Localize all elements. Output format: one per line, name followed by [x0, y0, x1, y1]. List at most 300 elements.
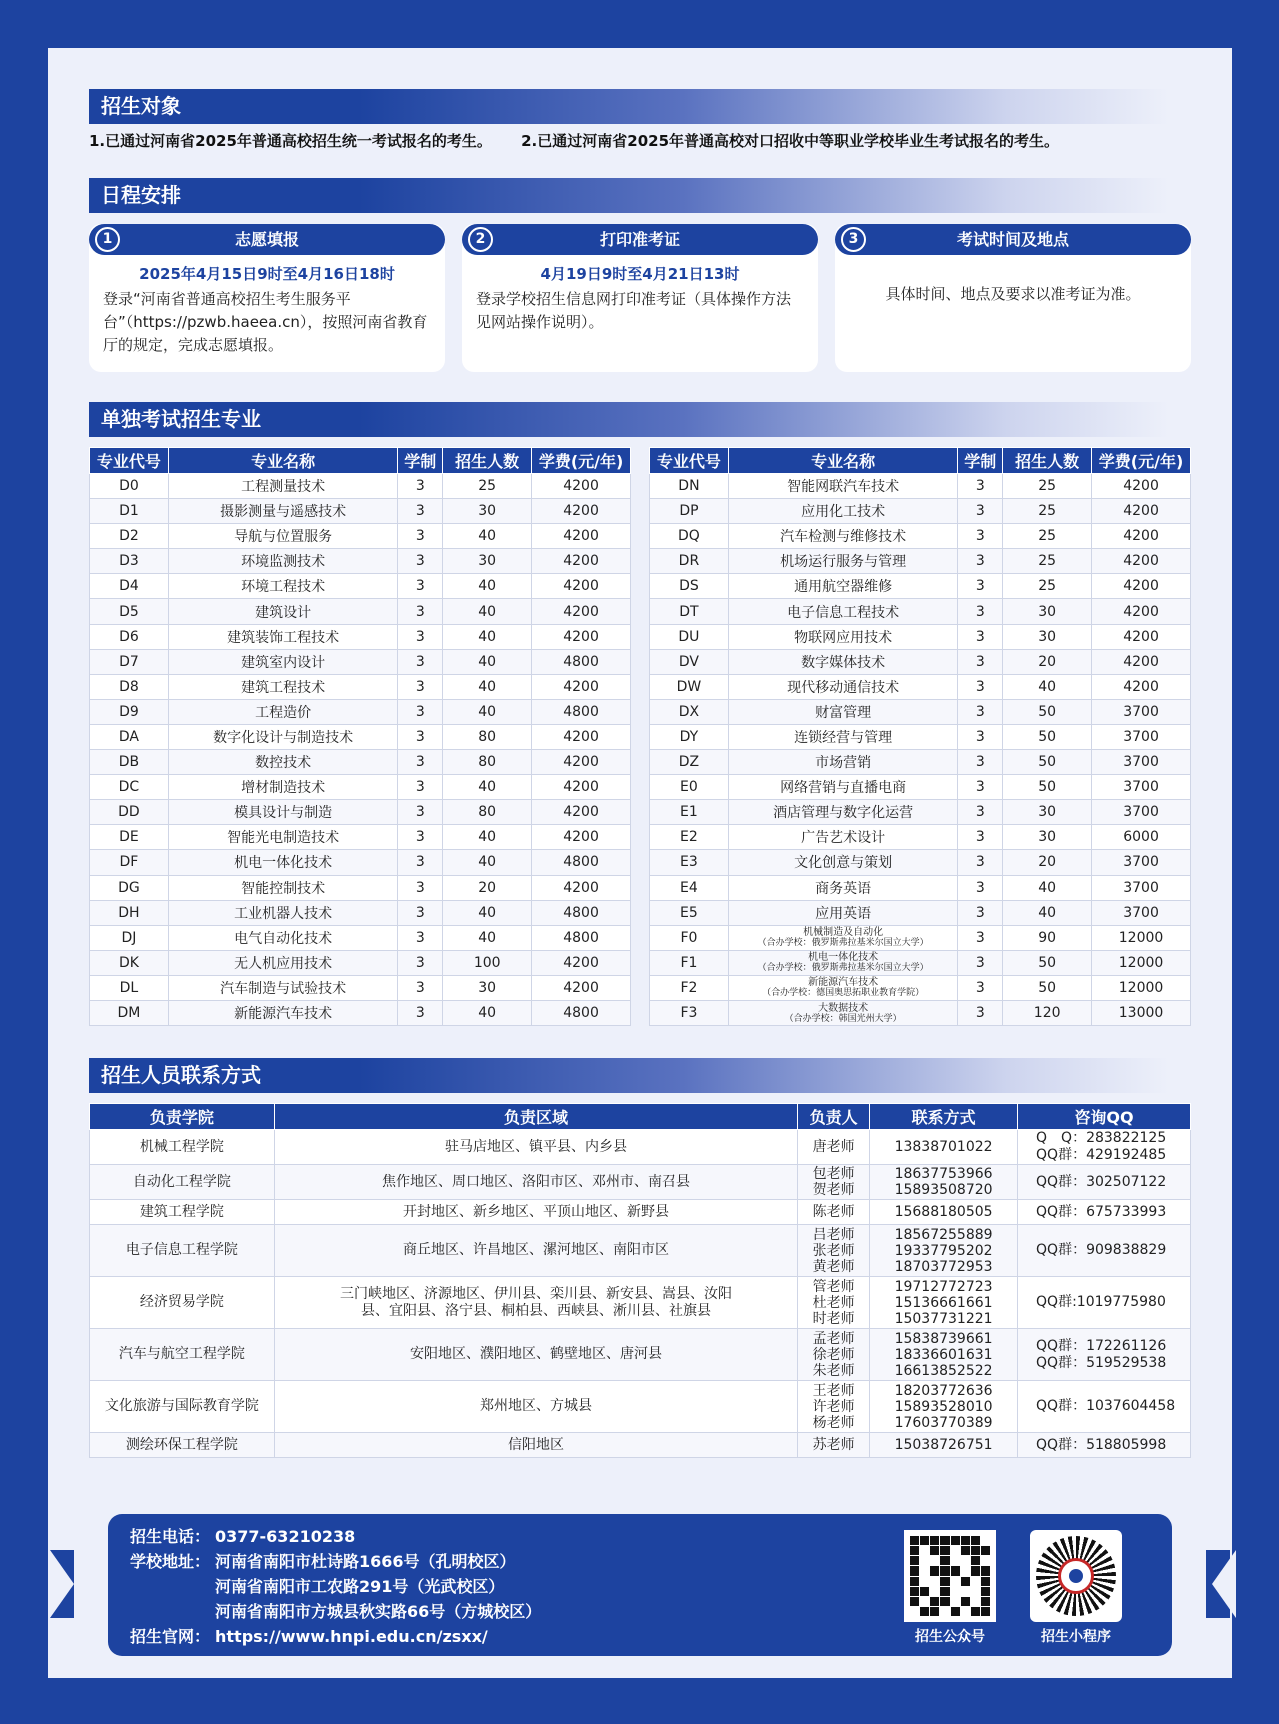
major-row: [650, 850, 1191, 875]
major-row-coop: [650, 925, 1191, 950]
person-name: 贺老师: [812, 1182, 855, 1198]
person-cell: [798, 1433, 870, 1458]
major-name: 机械制造及自动化: [803, 927, 884, 939]
major-cell: 3: [398, 775, 443, 800]
phone-cell: [870, 1200, 1018, 1225]
major-cell: 4200: [532, 750, 631, 775]
major-cell: 40: [443, 674, 532, 699]
schedule-card-body: 具体时间、地点及要求以准考证为准。: [885, 285, 1141, 303]
person-name: 徐老师: [812, 1346, 855, 1363]
major-cell: 90: [1003, 925, 1092, 950]
qr-module: [951, 1597, 960, 1606]
major-cell: 电气自动化技术: [168, 925, 397, 950]
major-cell: 40: [443, 1000, 532, 1025]
phone-number: 15038726751: [894, 1437, 993, 1454]
major-cell: 市场营销: [728, 750, 957, 775]
qr-module: [940, 1556, 949, 1565]
major-cell: 3: [958, 674, 1003, 699]
major-cell: 3: [398, 699, 443, 724]
region-cell: 安阳地区、濮阳地区、鹤壁地区、唐河县: [274, 1329, 797, 1381]
major-cell: 25: [1003, 499, 1092, 524]
qr-module: [920, 1607, 929, 1616]
majors-table-right: [649, 447, 1191, 1026]
major-cell: D4: [90, 574, 169, 599]
region-cell: 郑州地区、方城县: [274, 1381, 797, 1433]
major-cell: DP: [650, 499, 729, 524]
contact-row: [90, 1130, 1191, 1165]
phone-cell: [870, 1130, 1018, 1165]
qr-module: [930, 1556, 939, 1565]
major-cell: DC: [90, 775, 169, 800]
qr-module: [930, 1577, 939, 1586]
phone-number: 16613852522: [894, 1362, 993, 1379]
step-number-badge: 3: [841, 227, 866, 252]
major-cell: 3700: [1092, 875, 1191, 900]
qr-module: [951, 1587, 960, 1596]
major-cell: 工程测量技术: [168, 474, 397, 499]
footer-phone-row: [130, 1524, 541, 1549]
ribbon-left-decoration: [50, 1550, 74, 1618]
qq-cell: [1018, 1200, 1191, 1225]
qr-module: [981, 1577, 990, 1586]
qr-module: [910, 1587, 919, 1596]
qr-module: [951, 1546, 960, 1555]
major-cell: D0: [90, 474, 169, 499]
major-cell: DJ: [90, 925, 169, 950]
qr-module: [910, 1546, 919, 1555]
major-header-cell: 专业代号: [650, 448, 729, 474]
contact-row: [90, 1433, 1191, 1458]
qq-cell: [1018, 1225, 1191, 1277]
site-link[interactable]: https://www.hnpi.edu.cn/zsxx/: [215, 1627, 488, 1646]
major-cell: 4200: [532, 775, 631, 800]
major-cell: 导航与位置服务: [168, 524, 397, 549]
qq-cell: [1018, 1433, 1191, 1458]
contacts-table: [89, 1103, 1191, 1458]
major-cell: 3: [958, 775, 1003, 800]
major-row: [90, 975, 631, 1000]
qr-caption-mini: 招生小程序: [1041, 1629, 1111, 1645]
major-cell: 现代移动通信技术: [728, 674, 957, 699]
major-cell: DR: [650, 549, 729, 574]
major-cell: D5: [90, 599, 169, 624]
qr-module: [930, 1546, 939, 1555]
major-cell: F0: [650, 925, 729, 950]
qr-module: [961, 1597, 970, 1606]
qq-number: QQ群：1037604458: [1036, 1398, 1176, 1415]
major-cell: DG: [90, 875, 169, 900]
person-cell: [798, 1130, 870, 1165]
phone-number: 15688180505: [894, 1204, 993, 1221]
major-cell: 机场运行服务与管理: [728, 549, 957, 574]
major-row: [650, 724, 1191, 749]
major-row-coop: [650, 975, 1191, 1000]
major-cell: 40: [443, 775, 532, 800]
major-cell: 4200: [1092, 649, 1191, 674]
major-row: [650, 574, 1191, 599]
major-cell: 3: [398, 724, 443, 749]
target-item-1: 1.已通过河南省2025年普通高校招生统一考试报名的考生。: [89, 132, 492, 150]
qq-number: QQ群：518805998: [1036, 1436, 1167, 1453]
major-cell: 3: [398, 524, 443, 549]
person-name: 包老师: [812, 1166, 855, 1182]
major-cell: 40: [1003, 674, 1092, 699]
major-row: [650, 875, 1191, 900]
phone-cell: [870, 1433, 1018, 1458]
major-cell: 3: [958, 750, 1003, 775]
qr-module: [961, 1556, 970, 1565]
major-cell: 3: [398, 1000, 443, 1025]
qr-module: [910, 1607, 919, 1616]
major-row: [650, 825, 1191, 850]
major-cell: DS: [650, 574, 729, 599]
major-cell: DL: [90, 975, 169, 1000]
contact-row: [90, 1200, 1191, 1225]
major-cell: 文化创意与策划: [728, 850, 957, 875]
major-cell: DA: [90, 724, 169, 749]
major-cell: 4200: [1092, 599, 1191, 624]
major-row: [650, 624, 1191, 649]
major-cell: 40: [1003, 900, 1092, 925]
partner-school: （合办学校：俄罗斯弗拉基米尔国立大学）: [757, 963, 929, 974]
phone-number: 15838739661: [894, 1330, 993, 1347]
major-cell: 40: [443, 825, 532, 850]
major-name: 新能源汽车技术: [808, 977, 879, 989]
major-row: [650, 900, 1191, 925]
major-cell: 应用化工技术: [728, 499, 957, 524]
major-cell: 4200: [532, 474, 631, 499]
major-cell: 3: [958, 474, 1003, 499]
qr-module: [971, 1546, 980, 1555]
major-cell: 4800: [532, 699, 631, 724]
major-row: [650, 549, 1191, 574]
contact-header-cell: 负责区域: [274, 1104, 797, 1130]
mini-program-code-pattern: [1036, 1536, 1116, 1616]
college-cell: 自动化工程学院: [90, 1165, 275, 1200]
major-row: [650, 649, 1191, 674]
qr-module: [940, 1536, 949, 1545]
major-cell: 3700: [1092, 750, 1191, 775]
major-row: [90, 800, 631, 825]
major-cell: DT: [650, 599, 729, 624]
major-cell: 40: [443, 524, 532, 549]
major-cell: 广告艺术设计: [728, 825, 957, 850]
major-cell: 工业机器人技术: [168, 900, 397, 925]
major-row: [650, 674, 1191, 699]
major-row: [90, 724, 631, 749]
major-cell: F1: [650, 950, 729, 975]
major-cell: 3700: [1092, 724, 1191, 749]
mini-program-qr-code[interactable]: [1030, 1530, 1122, 1622]
major-cell: 4200: [532, 674, 631, 699]
major-cell: 3: [398, 549, 443, 574]
major-row: [650, 599, 1191, 624]
person-name: 时老师: [812, 1310, 855, 1327]
major-cell: 50: [1003, 750, 1092, 775]
schedule-card-title: 志愿填报: [234, 230, 299, 249]
major-cell: 4200: [1092, 574, 1191, 599]
qr-module: [961, 1536, 970, 1545]
major-cell: 4200: [532, 975, 631, 1000]
major-cell: DH: [90, 900, 169, 925]
person-cell: [798, 1381, 870, 1433]
phone-number: 15893508720: [894, 1182, 993, 1198]
major-cell: E4: [650, 875, 729, 900]
section-title-target: 招生对象: [89, 89, 1169, 124]
schedule-card-header: [835, 224, 1191, 255]
section-title-schedule: 日程安排: [89, 178, 1169, 213]
phone-number: 18637753966: [894, 1166, 993, 1182]
major-cell: 12000: [1092, 975, 1191, 1000]
phone-cell: [870, 1329, 1018, 1381]
major-cell: 40: [443, 624, 532, 649]
qq-number: QQ群:1019775980: [1036, 1294, 1166, 1311]
major-row: [650, 800, 1191, 825]
qr-module: [940, 1597, 949, 1606]
schedule-card-header: [89, 224, 445, 255]
major-cell: DW: [650, 674, 729, 699]
address-label: 学校地址：: [130, 1552, 211, 1571]
major-cell: 3: [958, 1000, 1003, 1025]
qr-module: [951, 1556, 960, 1565]
major-cell: 6000: [1092, 825, 1191, 850]
major-cell: 4800: [532, 1000, 631, 1025]
contact-header-cell: 负责学院: [90, 1104, 275, 1130]
phone-number: 13838701022: [894, 1139, 993, 1155]
major-cell: 4800: [532, 850, 631, 875]
major-cell: DV: [650, 649, 729, 674]
person-name: 吕老师: [812, 1226, 855, 1243]
major-cell: 4200: [1092, 674, 1191, 699]
contact-header-cell: 咨询QQ: [1018, 1104, 1191, 1130]
major-cell: DD: [90, 800, 169, 825]
phone-number: 15893528010: [894, 1398, 993, 1415]
major-row: [650, 499, 1191, 524]
major-cell: DK: [90, 950, 169, 975]
phone-number: 18203772636: [894, 1382, 993, 1399]
section-title-contacts: 招生人员联系方式: [89, 1058, 1169, 1093]
target-list: [89, 130, 1189, 151]
qr-module: [920, 1566, 929, 1575]
qr-module: [971, 1587, 980, 1596]
major-cell: 3: [958, 499, 1003, 524]
qr-module: [920, 1587, 929, 1596]
qr-module: [981, 1607, 990, 1616]
major-row: [90, 950, 631, 975]
major-name-cell: [728, 975, 957, 1000]
major-cell: 12000: [1092, 950, 1191, 975]
major-header-cell: 招生人数: [443, 448, 532, 474]
major-cell: 3: [958, 875, 1003, 900]
major-cell: 3: [398, 499, 443, 524]
qq-cell: [1018, 1130, 1191, 1165]
major-cell: D7: [90, 649, 169, 674]
major-cell: 3: [398, 750, 443, 775]
major-row: [90, 900, 631, 925]
step-number-badge: 2: [468, 227, 493, 252]
major-cell: 4200: [1092, 499, 1191, 524]
major-cell: D8: [90, 674, 169, 699]
step-number-badge: 1: [95, 227, 120, 252]
major-cell: 100: [443, 950, 532, 975]
major-cell: 4200: [1092, 474, 1191, 499]
major-cell: 3: [958, 724, 1003, 749]
qr-module: [930, 1536, 939, 1545]
major-cell: E3: [650, 850, 729, 875]
major-cell: DM: [90, 1000, 169, 1025]
major-cell: 40: [443, 850, 532, 875]
person-cell: [798, 1329, 870, 1381]
qq-number: QQ群：172261126: [1036, 1337, 1167, 1354]
major-cell: 80: [443, 750, 532, 775]
major-row: [90, 674, 631, 699]
major-cell: 智能光电制造技术: [168, 825, 397, 850]
major-cell: 4200: [532, 599, 631, 624]
phone-cell: [870, 1165, 1018, 1200]
qr-module: [961, 1566, 970, 1575]
major-header-cell: 专业名称: [168, 448, 397, 474]
major-cell: 40: [443, 599, 532, 624]
footer-address-row-3: [130, 1599, 541, 1624]
qr-module: [951, 1566, 960, 1575]
phone-number: 18703772953: [894, 1258, 993, 1275]
major-cell: 40: [443, 900, 532, 925]
address-1: 河南省南阳市杜诗路1666号（孔明校区）: [215, 1552, 516, 1571]
major-row: [650, 524, 1191, 549]
major-row: [90, 624, 631, 649]
major-cell: 40: [1003, 875, 1092, 900]
major-cell: DY: [650, 724, 729, 749]
major-cell: D3: [90, 549, 169, 574]
major-cell: 25: [1003, 474, 1092, 499]
major-cell: 25: [1003, 524, 1092, 549]
college-cell: 经济贸易学院: [90, 1277, 275, 1329]
major-cell: 3: [958, 925, 1003, 950]
phone-cell: [870, 1225, 1018, 1277]
major-cell: DN: [650, 474, 729, 499]
major-row: [90, 1000, 631, 1025]
major-row: [650, 750, 1191, 775]
major-cell: 环境监测技术: [168, 549, 397, 574]
footer-info: [130, 1524, 541, 1649]
qr-code-pattern: [910, 1536, 990, 1616]
major-cell: 汽车检测与维修技术: [728, 524, 957, 549]
major-cell: 4800: [532, 900, 631, 925]
major-cell: 智能控制技术: [168, 875, 397, 900]
major-cell: DB: [90, 750, 169, 775]
major-cell: 3: [398, 900, 443, 925]
wechat-official-qr-code[interactable]: [904, 1530, 996, 1622]
major-row: [650, 474, 1191, 499]
qr-module: [920, 1536, 929, 1545]
qr-module: [930, 1607, 939, 1616]
person-name: 唐老师: [812, 1139, 855, 1155]
major-cell: 3: [958, 900, 1003, 925]
major-cell: 通用航空器维修: [728, 574, 957, 599]
college-cell: 建筑工程学院: [90, 1200, 275, 1225]
major-cell: 4200: [532, 724, 631, 749]
schedule-card-title: 考试时间及地点: [956, 230, 1069, 249]
major-cell: 50: [1003, 724, 1092, 749]
major-cell: 30: [443, 975, 532, 1000]
major-cell: 建筑装饰工程技术: [168, 624, 397, 649]
qq-number: QQ群：675733993: [1036, 1203, 1167, 1220]
major-cell: 4200: [1092, 549, 1191, 574]
qq-number: QQ群：429192485: [1036, 1147, 1167, 1163]
schedule-card-date: 4月19日9时至4月21日13时: [540, 265, 740, 283]
major-row: [90, 599, 631, 624]
major-cell: E5: [650, 900, 729, 925]
major-cell: DX: [650, 699, 729, 724]
major-name-cell: [728, 1000, 957, 1025]
region-cell: 三门峡地区、济源地区、伊川县、栾川县、新安县、嵩县、汝阳县、宜阳县、洛宁县、桐柏县、西峡县、淅川县、社旗县: [274, 1277, 797, 1329]
major-cell: 3: [398, 875, 443, 900]
major-cell: 40: [443, 649, 532, 674]
major-cell: 商务英语: [728, 875, 957, 900]
major-cell: 3: [958, 649, 1003, 674]
person-name: 王老师: [812, 1382, 855, 1399]
qr-module: [920, 1556, 929, 1565]
major-cell: 3: [958, 800, 1003, 825]
major-cell: 80: [443, 724, 532, 749]
partner-school: （合办学校：俄罗斯弗拉基米尔国立大学）: [757, 938, 929, 949]
major-cell: DQ: [650, 524, 729, 549]
major-cell: 30: [443, 549, 532, 574]
qr-module: [961, 1587, 970, 1596]
qr-module: [951, 1577, 960, 1586]
schedule-card-date: 2025年4月15日9时至4月16日18时: [139, 265, 395, 283]
qr-module: [971, 1536, 980, 1545]
major-cell: 3: [398, 950, 443, 975]
major-cell: 3: [958, 549, 1003, 574]
major-cell: 40: [443, 925, 532, 950]
major-cell: 环境工程技术: [168, 574, 397, 599]
qr-module: [981, 1597, 990, 1606]
qr-module: [910, 1566, 919, 1575]
phone-number: 15037731221: [894, 1310, 993, 1327]
major-cell: 50: [1003, 975, 1092, 1000]
major-name: 大数据技术: [818, 1002, 869, 1014]
major-row: [90, 699, 631, 724]
qr-module: [971, 1597, 980, 1606]
major-cell: 20: [1003, 850, 1092, 875]
college-cell: 机械工程学院: [90, 1130, 275, 1165]
footer-site-row: [130, 1624, 541, 1649]
major-cell: 50: [1003, 699, 1092, 724]
major-cell: 30: [1003, 624, 1092, 649]
major-cell: 25: [443, 474, 532, 499]
qr-module: [920, 1546, 929, 1555]
school-logo-icon: [1058, 1558, 1094, 1594]
major-cell: 4200: [532, 574, 631, 599]
qr-caption-official: 招生公众号: [915, 1629, 985, 1645]
qq-number: QQ群：302507122: [1036, 1173, 1167, 1190]
major-cell: 3700: [1092, 800, 1191, 825]
major-header-cell: 学制: [958, 448, 1003, 474]
major-cell: 无人机应用技术: [168, 950, 397, 975]
major-header-cell: 学费(元/年): [532, 448, 631, 474]
qr-module: [981, 1546, 990, 1555]
qr-module: [981, 1556, 990, 1565]
qr-module: [981, 1587, 990, 1596]
major-cell: 3700: [1092, 850, 1191, 875]
major-cell: 4200: [532, 800, 631, 825]
schedule-card-body: 登录“河南省普通高校招生考生服务平台”（https://pzwb.haeea.cn），按照河南省教育厅的规定，完成志愿填报。: [103, 290, 428, 354]
major-cell: 智能网联汽车技术: [728, 474, 957, 499]
college-cell: 电子信息工程学院: [90, 1225, 275, 1277]
qr-module: [971, 1607, 980, 1616]
qr-module: [981, 1566, 990, 1575]
